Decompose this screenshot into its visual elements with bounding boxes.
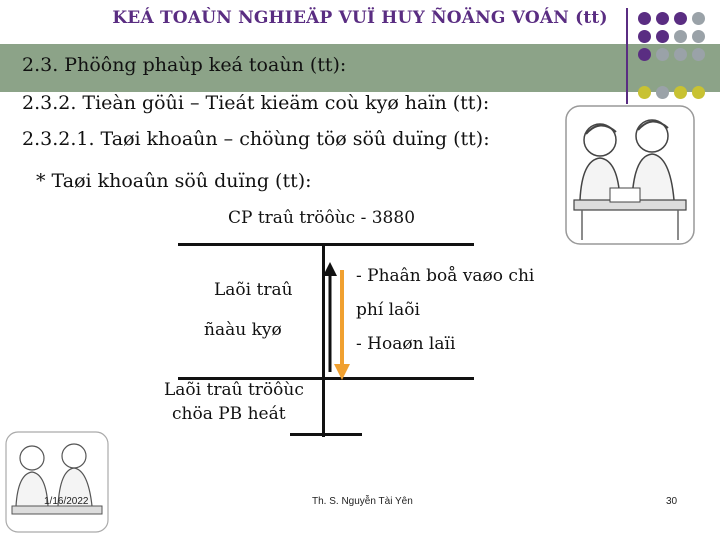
t-account-top-bar bbox=[178, 243, 474, 246]
slide-title: KEÁ TOAÙN NGHIEÄP VUÏ HUY ÑOÄNG VOÁN (tt) bbox=[112, 8, 608, 28]
footer-page-number: 30 bbox=[666, 496, 678, 507]
right-item1-line1: - Phaân boå vaøo chi bbox=[356, 266, 535, 286]
bottom-label-line1: Laõi traû tröôùc bbox=[164, 380, 304, 400]
heading-subsubsection: 2.3.2.1. Taøi khoaûn – chöùng töø söû duïng (tt): bbox=[22, 128, 490, 150]
dot bbox=[692, 48, 705, 61]
footer-date: 1/16/2022 bbox=[44, 496, 89, 507]
students-studying-illustration bbox=[560, 100, 700, 250]
dot bbox=[692, 12, 705, 25]
t-account-bottom-bar bbox=[290, 433, 362, 436]
header-divider bbox=[626, 8, 628, 104]
footer-author: Th. S. Nguyễn Tài Yên bbox=[312, 496, 413, 507]
dot bbox=[656, 86, 669, 99]
dot bbox=[674, 12, 687, 25]
dot bbox=[692, 86, 705, 99]
bullet-accounts: * Taøi khoaûn söû duïng (tt): bbox=[36, 170, 312, 192]
dot bbox=[656, 48, 669, 61]
dot bbox=[674, 30, 687, 43]
dot bbox=[656, 30, 669, 43]
dot bbox=[674, 86, 687, 99]
right-item1-line2: phí laõi bbox=[356, 300, 420, 320]
dot bbox=[638, 86, 651, 99]
account-title: CP traû tröôùc - 3880 bbox=[228, 208, 416, 228]
left-label-line1: Laõi traû bbox=[214, 280, 293, 300]
dot bbox=[638, 30, 651, 43]
bottom-label-line2: chöa PB heát bbox=[172, 404, 286, 424]
students-illustration-small bbox=[2, 428, 112, 536]
arrow-down-icon bbox=[334, 270, 350, 380]
flow-arrows bbox=[322, 262, 352, 380]
dot bbox=[656, 12, 669, 25]
right-item2: - Hoaøn laïi bbox=[356, 334, 456, 354]
decorative-dot-grid bbox=[636, 10, 720, 105]
left-label-line2: ñaàu kyø bbox=[204, 320, 282, 340]
heading-subsection: 2.3.2. Tieàn göûi – Tieát kieäm coù kyø haïn (tt): bbox=[22, 92, 490, 114]
dot bbox=[638, 12, 651, 25]
dot bbox=[692, 30, 705, 43]
heading-section: 2.3. Phöông phaùp keá toaùn (tt): bbox=[22, 54, 347, 76]
arrow-up-icon bbox=[323, 262, 337, 372]
dot bbox=[674, 48, 687, 61]
dot bbox=[638, 48, 651, 61]
